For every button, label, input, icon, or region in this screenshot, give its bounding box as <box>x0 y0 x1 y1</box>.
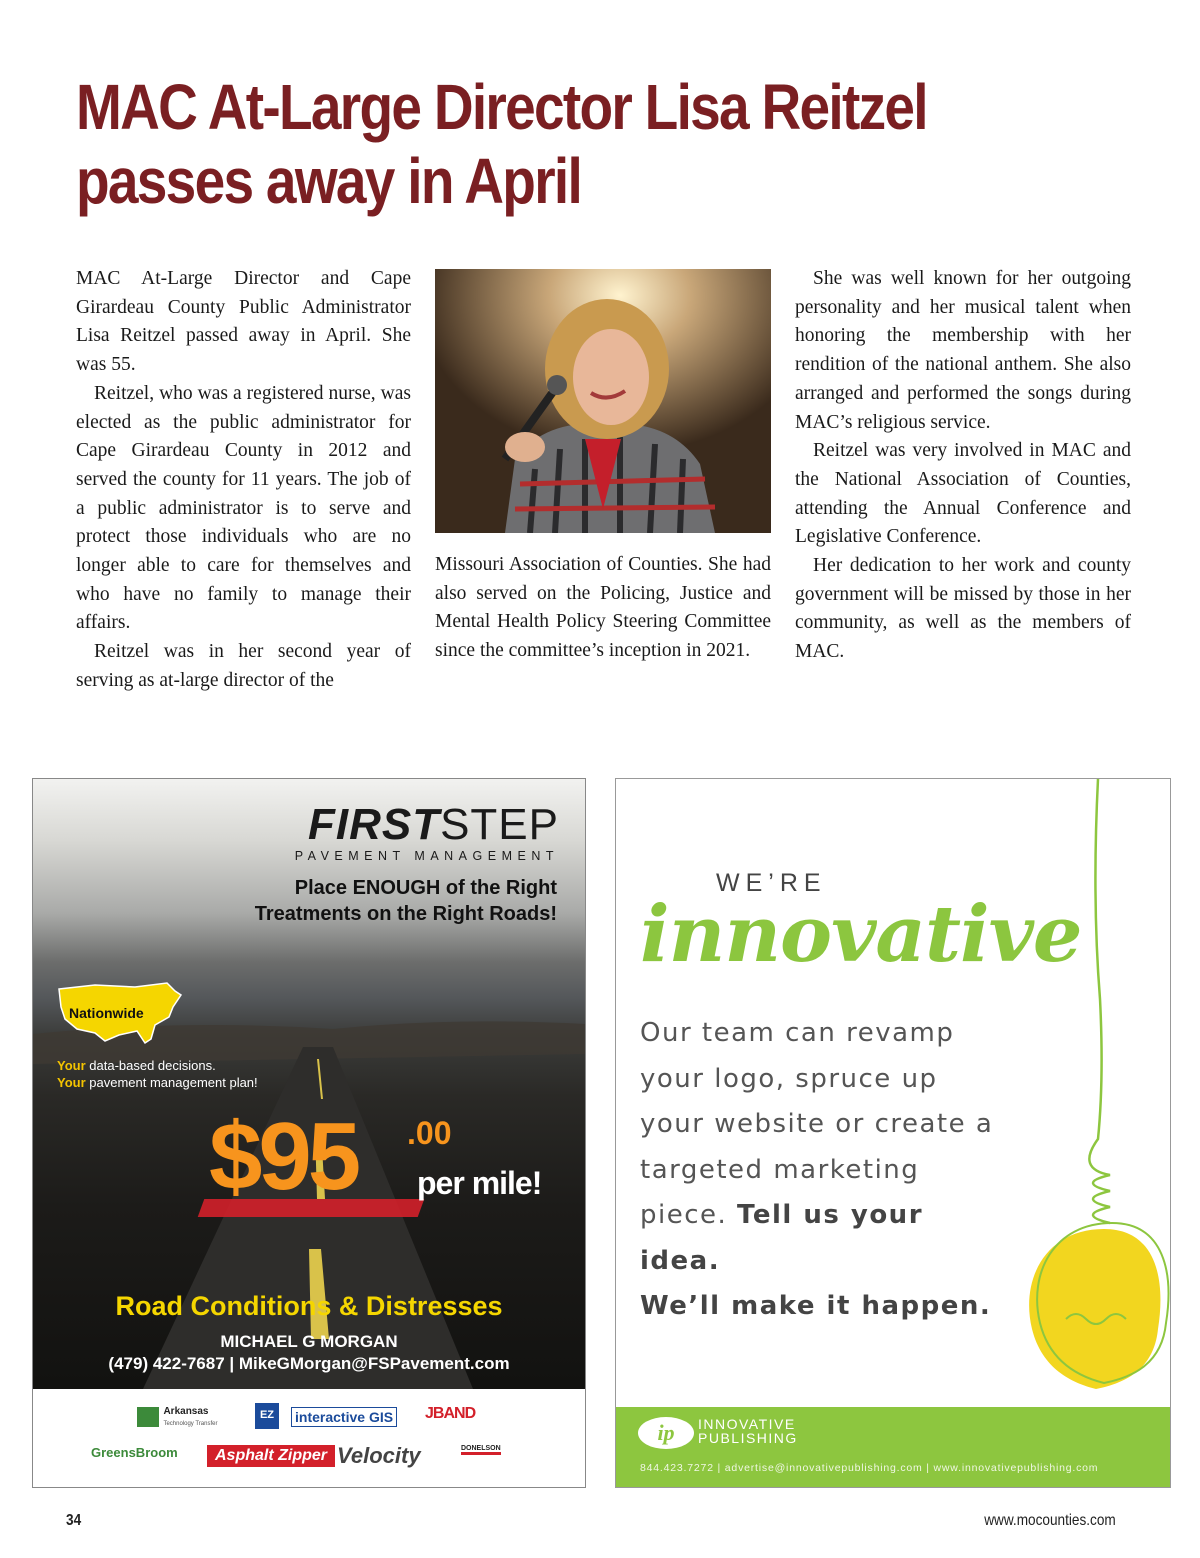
article-column-1 <box>76 265 411 696</box>
innovative-publishing-name: INNOVATIVE PUBLISHING <box>698 1416 798 1446</box>
contact-block[interactable] <box>33 1331 585 1375</box>
logo-first: FIRST <box>307 800 441 849</box>
article-paragraph: MAC At-Large Director and Cape Girardeau County Public Administrator Lisa Reitzel passed away in April. She was 55. <box>76 268 411 376</box>
price-cents: .00 <box>407 1115 452 1151</box>
innovative-publishing-logo-icon: ip <box>638 1417 694 1449</box>
firststep-advertisement[interactable] <box>32 778 586 1488</box>
innovative-publishing-advertisement[interactable] <box>615 778 1171 1488</box>
footer-website-link[interactable]: www.mocounties.com <box>984 1512 1116 1529</box>
logo-step: STEP <box>440 800 559 849</box>
contact-info[interactable]: (479) 422-7687 | MikeGMorgan@FSPavement.com <box>108 1354 510 1373</box>
velocity-logo: Velocity <box>337 1443 421 1468</box>
road-background-image <box>33 779 585 1389</box>
article-paragraph: Reitzel, who was a registered nurse, was elected as the public administrator for Cape Girardeau County in 2012 and served the county for 11 years. The job of a public administrator is to serve and protect those individuals who are no longer able to care for themselves and who have no family to manage their affairs. <box>76 382 411 634</box>
t2-icon <box>137 1407 159 1427</box>
article-column-2 <box>435 551 771 666</box>
innovative-script-title: innovative <box>640 889 1082 980</box>
article-column-3 <box>795 265 1131 667</box>
ez-street-logo: EZ <box>255 1403 279 1429</box>
were-heading: WE’RE <box>716 869 827 897</box>
jband-logo: JBAND <box>425 1405 476 1422</box>
innovative-publishing-footer-bar <box>616 1407 1170 1487</box>
logo-subtitle: PAVEMENT MANAGEMENT <box>294 849 559 863</box>
article-headline: MAC At-Large Director Lisa Reitzel passes away in April <box>76 71 927 217</box>
sponsor-logos <box>33 1389 585 1487</box>
asphalt-zipper-logo: Asphalt Zipper <box>207 1445 335 1467</box>
donelson-logo: DONELSON <box>461 1445 501 1455</box>
price-display <box>209 1103 542 1210</box>
firststep-logo <box>294 800 559 863</box>
arkansas-t2-logo: Arkansas Technology Transfer <box>137 1405 247 1427</box>
price-dollars: $95 <box>209 1103 358 1210</box>
road-conditions-heading: Road Conditions & Distresses <box>115 1291 503 1321</box>
your-decisions-text: Your data-based decisions. Your pavement management plan! <box>57 1058 258 1090</box>
article-paragraph: Missouri Association of Counties. She had also served on the Policing, Justice and Mental Health Policy Steering Committee since the committee’s inception in 2021. <box>435 554 771 662</box>
ad-tagline <box>255 875 557 927</box>
photo-illustration <box>435 269 771 533</box>
pitch-text: Our team can revamp your logo, spruce up your website or create a targeted marketing piece. Tell us your idea. We’ll make it happen. <box>640 1018 994 1321</box>
lisa-reitzel-photo <box>435 269 771 533</box>
contact-name: MICHAEL G MORGAN <box>220 1332 398 1351</box>
article-paragraph: Reitzel was in her second year of serving as at-large director of the <box>76 641 411 691</box>
article-paragraph: She was well known for her outgoing personality and her musical talent when honoring the membership with her rendition of the national anthem. She also arranged and performed the songs during MAC’s religious service. <box>795 268 1131 433</box>
interactive-gis-logo: interactive GIS <box>291 1407 397 1427</box>
greensbroom-logo: GreensBroom <box>91 1445 178 1460</box>
tagline-line-1: Place ENOUGH of the Right <box>294 877 557 899</box>
price-unit: per mile! <box>417 1165 542 1201</box>
article-paragraph: Reitzel was very involved in MAC and the National Association of Counties, attending the Annual Conference and Legislative Conference. <box>795 440 1131 548</box>
nationwide-label: Nationwide <box>69 1005 144 1021</box>
tagline-line-2: Treatments on the Right Roads! <box>254 903 557 925</box>
article-paragraph: Her dedication to her work and county government will be missed by those in her community, as well as the members of MAC. <box>795 555 1131 663</box>
page-number: 34 <box>66 1512 82 1529</box>
lightbulb-icon <box>1006 779 1170 1407</box>
innovative-contact-line[interactable]: 844.423.7272 | advertise@innovativepublishing.com | www.innovativepublishing.com <box>640 1462 1099 1474</box>
